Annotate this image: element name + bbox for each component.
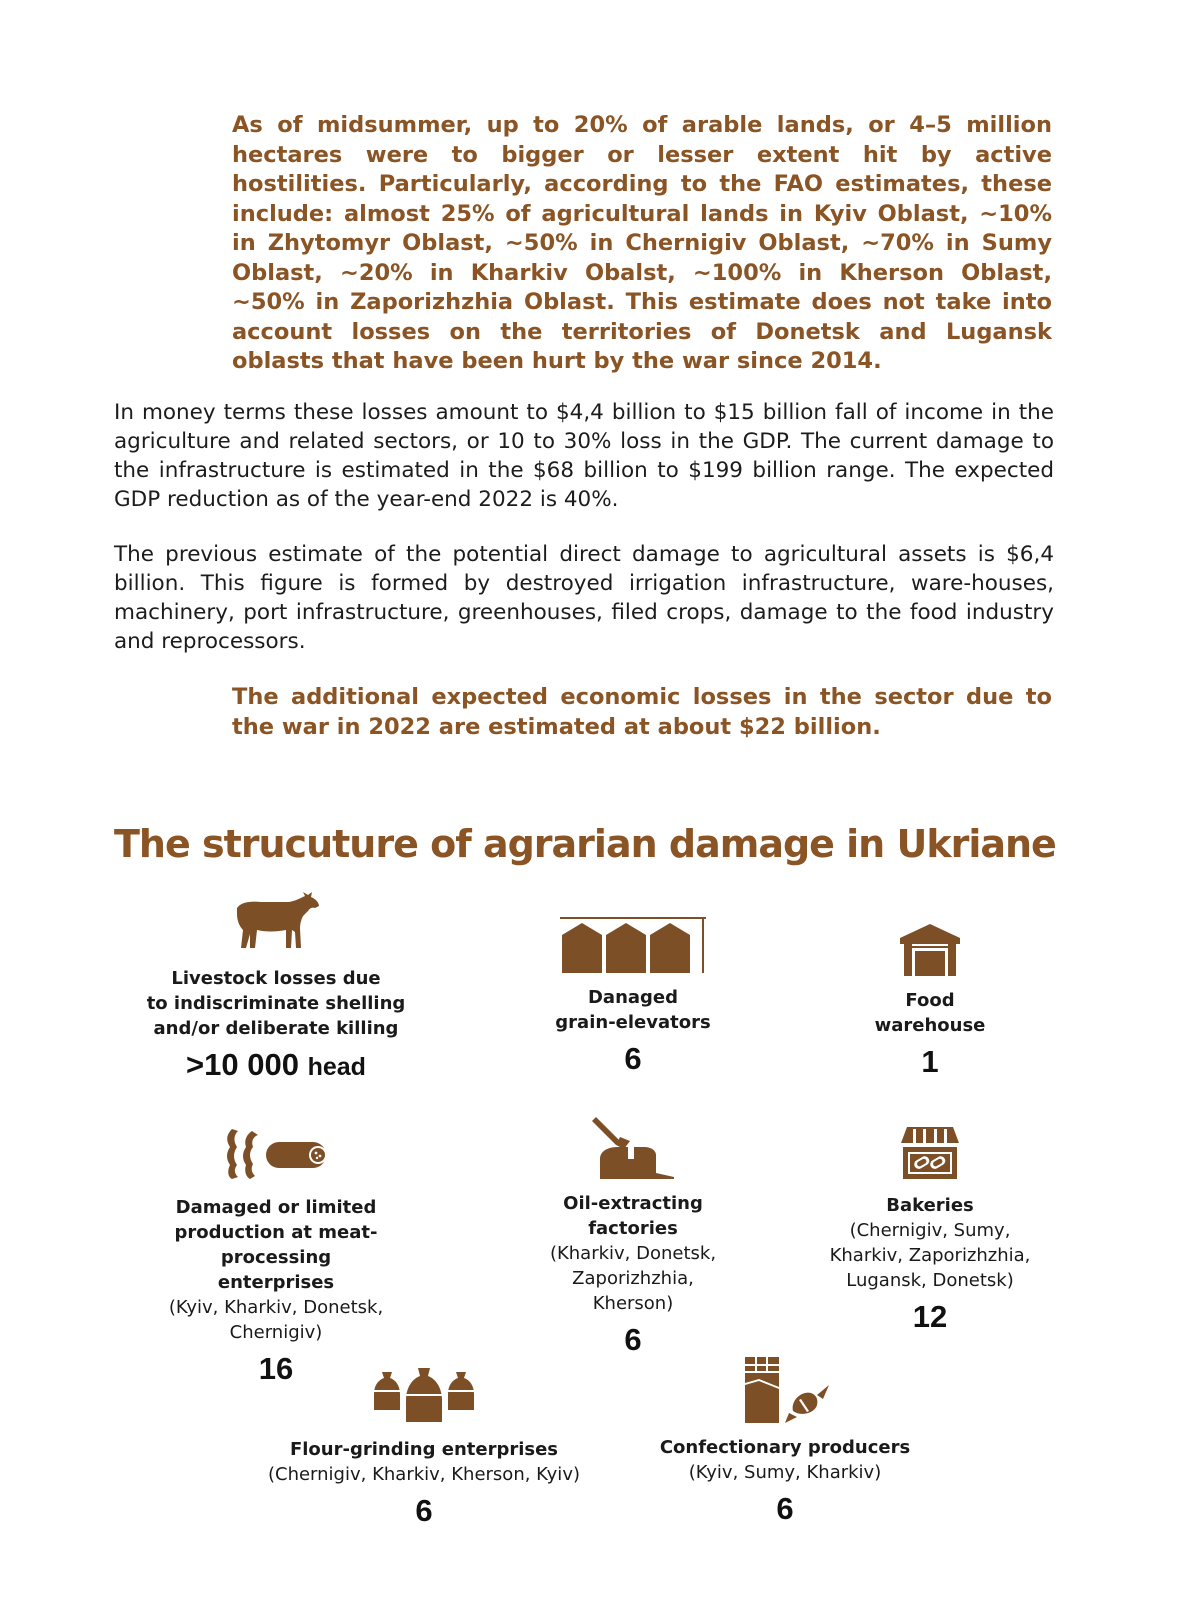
stat-grain-elevators <box>533 915 733 1077</box>
bakeries-value: 12 <box>912 1299 948 1334</box>
meat-value: 16 <box>258 1351 294 1386</box>
chocolate-candy-icon <box>739 1355 831 1425</box>
bakeries-regions-1: (Chernigiv, Sumy, <box>849 1220 1011 1241</box>
paragraph-money-losses: In money terms these losses amount to $4,4 billion to $15 billion fall of income in the agriculture and related sectors, or 10 to 30% loss in the GDP. The current damage to the infrastructure is estimated in the $68 billion to $199 billion range. The expected GDP reduction as of the year-end 2022 is 40%. <box>114 400 1054 512</box>
bakery-icon <box>899 1125 961 1181</box>
flour-label-1: Flour-grinding enterprises <box>289 1439 559 1460</box>
stat-meat-processing <box>126 1127 426 1387</box>
oil-label-2: factories <box>588 1218 678 1239</box>
grain-elevator-icon <box>558 915 708 975</box>
oil-regions-2: Zaporizhzhia, Kherson) <box>572 1268 694 1314</box>
livestock-label-2: to indiscriminate shelling <box>146 993 406 1014</box>
stat-bakeries <box>825 1125 1035 1335</box>
stat-oil-extracting <box>548 1115 718 1358</box>
cow-icon <box>231 890 321 952</box>
livestock-label-3: and/or deliberate killing <box>153 1018 399 1039</box>
confectionary-regions: (Kyiv, Sumy, Kharkiv) <box>688 1462 882 1483</box>
elevators-label-2: grain-elevators <box>555 1012 711 1033</box>
warehouse-icon <box>898 922 962 978</box>
bakeries-label-1: Bakeries <box>886 1195 974 1216</box>
warehouse-label-1: Food <box>905 990 955 1011</box>
meat-label-1: Damaged or limited <box>175 1197 377 1218</box>
flour-regions: (Chernigiv, Kharkiv, Kherson, Kyiv) <box>267 1464 580 1485</box>
bakeries-regions-2: Kharkiv, Zaporizhzhia, <box>829 1245 1031 1266</box>
oil-regions-1: (Kharkiv, Donetsk, <box>549 1243 717 1264</box>
confectionary-value: 6 <box>776 1491 794 1526</box>
warehouse-label-2: warehouse <box>874 1015 986 1036</box>
livestock-label-1: Livestock losses due <box>171 968 381 989</box>
oil-label-1: Oil-extracting <box>563 1193 703 1214</box>
callout-bottom: The additional expected economic losses in the sector due to the war in 2022 are estimated at about $22 billion. <box>232 684 1052 740</box>
paragraph-direct-damage: The previous estimate of the potential direct damage to agricultural assets is $6,4 billion. This figure is formed by destroyed irrigation infrastructure, ware-houses, machinery, port infrastructure, greenhouses, filed crops, damage to the food industry and reprocessors. <box>114 542 1054 654</box>
sausage-icon <box>220 1127 332 1181</box>
stat-livestock <box>126 890 426 1083</box>
elevators-value: 6 <box>624 1041 642 1076</box>
section-title: The strucuture of agrarian damage in Ukriane <box>114 822 1056 866</box>
oil-value: 6 <box>624 1322 642 1357</box>
meat-regions: (Kyiv, Kharkiv, Donetsk, Chernigiv) <box>168 1297 384 1343</box>
warehouse-value: 1 <box>921 1044 939 1079</box>
stat-flour-grinding <box>264 1366 584 1529</box>
callout-top: As of midsummer, up to 20% of arable lands, or 4–5 million hectares were to bigger or lesser extent hit by active hostilities. Particularly, according to the FAO estimates, these include: almost 25% of agricultural lands in Kyiv Oblast, ~10% in Zhytomyr Oblast, ~50% in Chernigiv Oblast, ~70% in Sumy Oblast, ~20% in Kharkiv Obalst, ~100% in Kherson Oblast, ~50% in Zaporizhzhia Oblast. This estimate does not take into account losses on the territories of Donetsk and Lugansk oblasts that have been hurt by the war since 2014. <box>232 112 1052 374</box>
meat-label-3: enterprises <box>217 1272 335 1293</box>
stat-food-warehouse <box>855 922 1005 1080</box>
flour-sacks-icon <box>370 1366 478 1424</box>
livestock-value: >10 000 head <box>186 1047 366 1082</box>
stat-confectionary <box>640 1355 930 1527</box>
meat-label-2: production at meat-processing <box>174 1222 378 1268</box>
flour-value: 6 <box>415 1493 433 1528</box>
confectionary-label-1: Confectionary producers <box>659 1437 911 1458</box>
elevators-label-1: Danaged <box>587 987 679 1008</box>
oil-factory-icon <box>590 1115 676 1181</box>
bakeries-regions-3: Lugansk, Donetsk) <box>846 1270 1014 1291</box>
